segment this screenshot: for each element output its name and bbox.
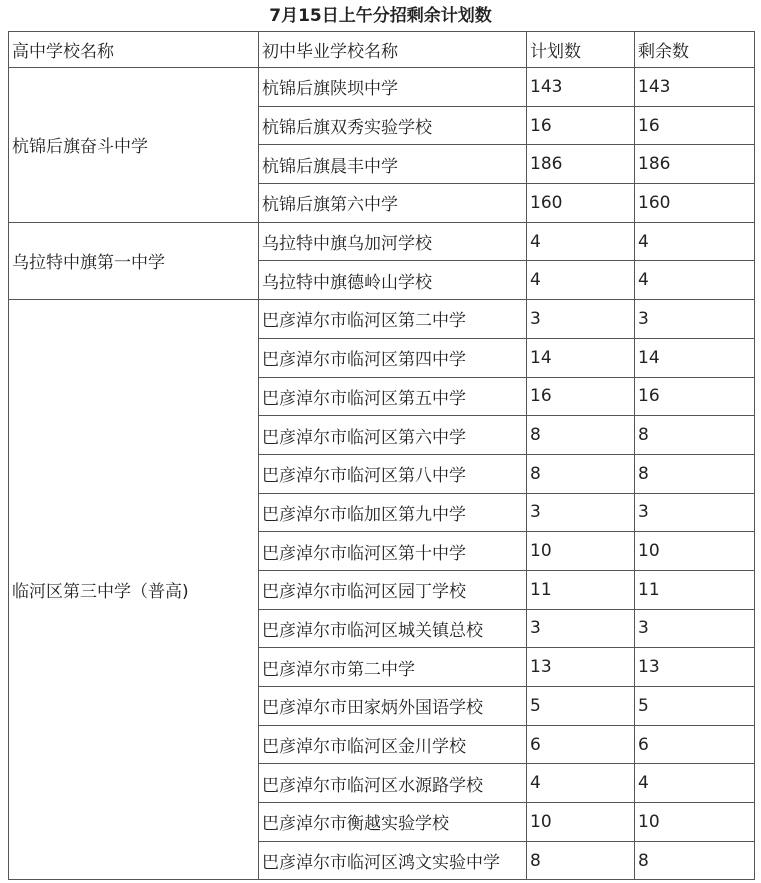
plan-count-cell: 3 [527,493,635,532]
remaining-count-cell: 160 [635,184,755,223]
plan-count-cell: 8 [527,416,635,455]
remaining-count-cell: 8 [635,841,755,880]
junior-school-name-cell: 巴彦淖尔市临河区第六中学 [259,416,527,455]
junior-school-name-cell: 巴彦淖尔市衡越实验学校 [259,803,527,842]
high-school-name-cell: 乌拉特中旗第一中学 [9,222,259,299]
junior-school-name-cell: 巴彦淖尔市临河区第二中学 [259,300,527,339]
junior-school-name-cell: 巴彦淖尔市临加区第九中学 [259,493,527,532]
junior-school-name-cell: 杭锦后旗第六中学 [259,184,527,223]
remaining-count-cell: 143 [635,68,755,107]
plan-count-cell: 14 [527,338,635,377]
remaining-count-cell: 10 [635,532,755,571]
table-row [9,300,755,339]
plan-count-cell: 143 [527,68,635,107]
table-header [9,32,755,68]
remaining-count-cell: 8 [635,454,755,493]
junior-school-name-cell: 乌拉特中旗乌加河学校 [259,222,527,261]
plan-count-cell: 3 [527,300,635,339]
remaining-count-cell: 6 [635,725,755,764]
table-body [9,68,755,880]
table-row [9,222,755,261]
junior-school-name-cell: 乌拉特中旗德岭山学校 [259,261,527,300]
plan-count-cell: 16 [527,106,635,145]
plan-table [8,31,755,880]
table-row [9,68,755,107]
junior-school-name-cell: 杭锦后旗陕坝中学 [259,68,527,107]
remaining-count-cell: 4 [635,261,755,300]
high-school-name-cell: 临河区第三中学（普高) [9,300,259,880]
plan-count-cell: 3 [527,609,635,648]
header-row [9,32,755,68]
remaining-count-cell: 16 [635,106,755,145]
header-junior-school: 初中毕业学校名称 [259,32,527,68]
junior-school-name-cell: 巴彦淖尔市临河区第四中学 [259,338,527,377]
remaining-count-cell: 186 [635,145,755,184]
plan-count-cell: 160 [527,184,635,223]
remaining-count-cell: 4 [635,764,755,803]
remaining-count-cell: 3 [635,493,755,532]
remaining-count-cell: 13 [635,648,755,687]
junior-school-name-cell: 巴彦淖尔市临河区园丁学校 [259,570,527,609]
plan-count-cell: 10 [527,803,635,842]
plan-count-cell: 4 [527,222,635,261]
plan-count-cell: 6 [527,725,635,764]
plan-count-cell: 16 [527,377,635,416]
junior-school-name-cell: 杭锦后旗晨丰中学 [259,145,527,184]
remaining-count-cell: 16 [635,377,755,416]
plan-count-cell: 4 [527,261,635,300]
junior-school-name-cell: 杭锦后旗双秀实验学校 [259,106,527,145]
plan-count-cell: 13 [527,648,635,687]
plan-count-cell: 8 [527,454,635,493]
remaining-count-cell: 10 [635,803,755,842]
junior-school-name-cell: 巴彦淖尔市田家炳外国语学校 [259,687,527,726]
header-remaining-count: 剩余数 [635,32,755,68]
plan-count-cell: 8 [527,841,635,880]
remaining-count-cell: 14 [635,338,755,377]
junior-school-name-cell: 巴彦淖尔市第二中学 [259,648,527,687]
remaining-count-cell: 11 [635,570,755,609]
junior-school-name-cell: 巴彦淖尔市临河区第八中学 [259,454,527,493]
junior-school-name-cell: 巴彦淖尔市临河区第十中学 [259,532,527,571]
junior-school-name-cell: 巴彦淖尔市临河区水源路学校 [259,764,527,803]
remaining-count-cell: 8 [635,416,755,455]
plan-count-cell: 5 [527,687,635,726]
plan-count-cell: 186 [527,145,635,184]
plan-count-cell: 4 [527,764,635,803]
plan-count-cell: 10 [527,532,635,571]
junior-school-name-cell: 巴彦淖尔市临河区金川学校 [259,725,527,764]
remaining-count-cell: 4 [635,222,755,261]
remaining-count-cell: 3 [635,300,755,339]
remaining-count-cell: 5 [635,687,755,726]
junior-school-name-cell: 巴彦淖尔市临河区第五中学 [259,377,527,416]
junior-school-name-cell: 巴彦淖尔市临河区鸿文实验中学 [259,841,527,880]
junior-school-name-cell: 巴彦淖尔市临河区城关镇总校 [259,609,527,648]
high-school-name-cell: 杭锦后旗奋斗中学 [9,68,259,223]
remaining-count-cell: 3 [635,609,755,648]
header-plan-count: 计划数 [527,32,635,68]
page-title: 7月15日上午分招剩余计划数 [269,6,492,26]
plan-count-cell: 11 [527,570,635,609]
header-high-school: 高中学校名称 [9,32,259,68]
